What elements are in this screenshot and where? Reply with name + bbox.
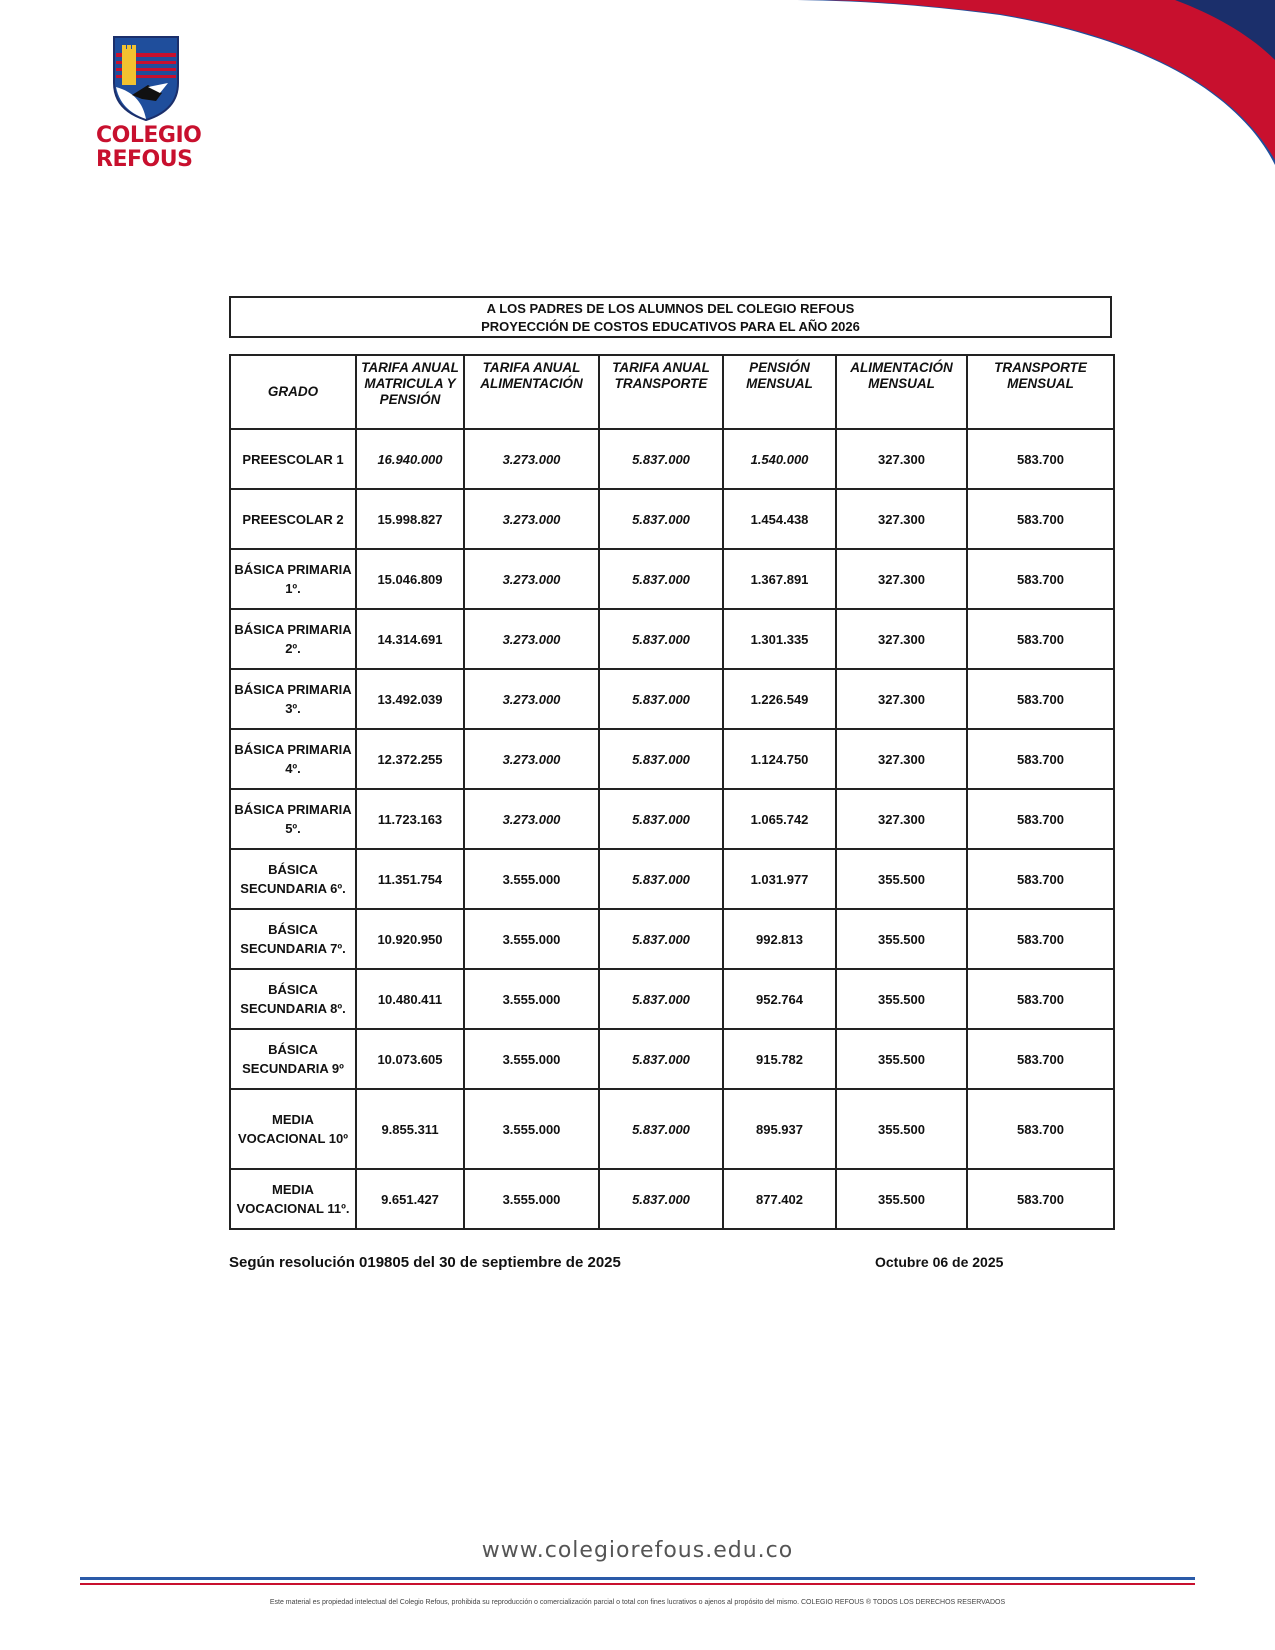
cell-grado: PREESCOLAR 1 bbox=[230, 429, 356, 489]
cell-pension: 915.782 bbox=[723, 1029, 836, 1089]
cell-alim-mensual: 327.300 bbox=[836, 489, 967, 549]
cell-matricula: 10.073.605 bbox=[356, 1029, 464, 1089]
cell-alim-mensual: 327.300 bbox=[836, 789, 967, 849]
table-header-row bbox=[230, 355, 1114, 429]
cell-transporte: 5.837.000 bbox=[599, 1169, 723, 1229]
cell-alim-mensual: 355.500 bbox=[836, 849, 967, 909]
cell-transp-mensual: 583.700 bbox=[967, 1029, 1114, 1089]
cell-alim-mensual: 355.500 bbox=[836, 1169, 967, 1229]
title-line-2: PROYECCIÓN DE COSTOS EDUCATIVOS PARA EL AÑO 2026 bbox=[481, 319, 860, 334]
cell-transporte: 5.837.000 bbox=[599, 849, 723, 909]
document-title-box bbox=[229, 296, 1112, 338]
table-row bbox=[230, 609, 1114, 669]
cell-matricula: 15.998.827 bbox=[356, 489, 464, 549]
cell-alimentacion: 3.273.000 bbox=[464, 609, 599, 669]
table-row bbox=[230, 669, 1114, 729]
cell-grado: BÁSICA SECUNDARIA 7º. bbox=[230, 909, 356, 969]
cell-transporte: 5.837.000 bbox=[599, 489, 723, 549]
cell-matricula: 10.920.950 bbox=[356, 909, 464, 969]
cell-alim-mensual: 355.500 bbox=[836, 1089, 967, 1169]
col-header-tarifa-alimentacion: TARIFA ANUAL ALIMENTACIÓN bbox=[464, 355, 599, 429]
cell-transporte: 5.837.000 bbox=[599, 909, 723, 969]
cell-transp-mensual: 583.700 bbox=[967, 849, 1114, 909]
document-date: Octubre 06 de 2025 bbox=[875, 1254, 1004, 1270]
cell-transp-mensual: 583.700 bbox=[967, 789, 1114, 849]
cell-alimentacion: 3.273.000 bbox=[464, 549, 599, 609]
cell-pension: 1.031.977 bbox=[723, 849, 836, 909]
cell-alimentacion: 3.273.000 bbox=[464, 669, 599, 729]
cell-alimentacion: 3.555.000 bbox=[464, 969, 599, 1029]
cell-transp-mensual: 583.700 bbox=[967, 1169, 1114, 1229]
cell-pension: 952.764 bbox=[723, 969, 836, 1029]
table-row bbox=[230, 789, 1114, 849]
cell-pension: 1.454.438 bbox=[723, 489, 836, 549]
cell-transp-mensual: 583.700 bbox=[967, 489, 1114, 549]
cell-matricula: 12.372.255 bbox=[356, 729, 464, 789]
cell-matricula: 9.651.427 bbox=[356, 1169, 464, 1229]
cell-grado: BÁSICA PRIMARIA 5º. bbox=[230, 789, 356, 849]
costs-table bbox=[229, 354, 1115, 1230]
cell-grado: BÁSICA PRIMARIA 2º. bbox=[230, 609, 356, 669]
cell-grado: BÁSICA PRIMARIA 4º. bbox=[230, 729, 356, 789]
cell-matricula: 14.314.691 bbox=[356, 609, 464, 669]
col-header-alimentacion-mensual: ALIMENTACIÓN MENSUAL bbox=[836, 355, 967, 429]
cell-transporte: 5.837.000 bbox=[599, 609, 723, 669]
cell-alimentacion: 3.555.000 bbox=[464, 909, 599, 969]
cell-transp-mensual: 583.700 bbox=[967, 729, 1114, 789]
cell-transporte: 5.837.000 bbox=[599, 1029, 723, 1089]
col-header-pension-mensual: PENSIÓN MENSUAL bbox=[723, 355, 836, 429]
cell-transporte: 5.837.000 bbox=[599, 729, 723, 789]
col-header-tarifa-matricula: TARIFA ANUAL MATRICULA Y PENSIÓN bbox=[356, 355, 464, 429]
cell-transp-mensual: 583.700 bbox=[967, 969, 1114, 1029]
cell-transporte: 5.837.000 bbox=[599, 1089, 723, 1169]
school-shield-icon bbox=[112, 35, 180, 121]
footer-divider-blue bbox=[80, 1577, 1195, 1580]
col-header-tarifa-transporte: TARIFA ANUAL TRANSPORTE bbox=[599, 355, 723, 429]
title-line-1: A LOS PADRES DE LOS ALUMNOS DEL COLEGIO REFOUS bbox=[486, 301, 855, 316]
cell-alimentacion: 3.555.000 bbox=[464, 1029, 599, 1089]
school-name-line2: REFOUS bbox=[96, 147, 193, 172]
footer-divider-red bbox=[80, 1583, 1195, 1585]
cell-grado: BÁSICA SECUNDARIA 6º. bbox=[230, 849, 356, 909]
cell-alimentacion: 3.273.000 bbox=[464, 789, 599, 849]
cell-pension: 1.124.750 bbox=[723, 729, 836, 789]
cell-alimentacion: 3.555.000 bbox=[464, 1089, 599, 1169]
cell-pension: 1.540.000 bbox=[723, 429, 836, 489]
col-header-transporte-mensual: TRANSPORTE MENSUAL bbox=[967, 355, 1114, 429]
cell-alimentacion: 3.273.000 bbox=[464, 489, 599, 549]
cell-alimentacion: 3.273.000 bbox=[464, 429, 599, 489]
cell-grado: BÁSICA SECUNDARIA 8º. bbox=[230, 969, 356, 1029]
cell-matricula: 13.492.039 bbox=[356, 669, 464, 729]
cell-alim-mensual: 327.300 bbox=[836, 669, 967, 729]
cell-pension: 1.367.891 bbox=[723, 549, 836, 609]
resolution-note: Según resolución 019805 del 30 de septiembre de 2025 bbox=[229, 1254, 621, 1271]
cell-matricula: 9.855.311 bbox=[356, 1089, 464, 1169]
table-row bbox=[230, 849, 1114, 909]
legal-notice: Este material es propiedad intelectual del Colegio Refous, prohibida su reproducción o comercialización parcial o total con fines lucrativos o ajenos al propósito del mismo. COLEGIO REFOUS ® TODOS LOS DERECHOS RESERVADOS bbox=[269, 1599, 1006, 1606]
school-name bbox=[96, 124, 216, 172]
cell-transporte: 5.837.000 bbox=[599, 549, 723, 609]
cell-pension: 1.226.549 bbox=[723, 669, 836, 729]
table-row bbox=[230, 1029, 1114, 1089]
cell-alimentacion: 3.273.000 bbox=[464, 729, 599, 789]
table-row bbox=[230, 909, 1114, 969]
cell-transp-mensual: 583.700 bbox=[967, 669, 1114, 729]
cell-pension: 1.065.742 bbox=[723, 789, 836, 849]
cell-grado: PREESCOLAR 2 bbox=[230, 489, 356, 549]
table-row bbox=[230, 489, 1114, 549]
cell-matricula: 11.351.754 bbox=[356, 849, 464, 909]
cell-transporte: 5.837.000 bbox=[599, 969, 723, 1029]
cell-transporte: 5.837.000 bbox=[599, 789, 723, 849]
website-link[interactable]: www.colegiorefous.edu.co bbox=[481, 1538, 794, 1563]
cell-matricula: 15.046.809 bbox=[356, 549, 464, 609]
cell-alim-mensual: 355.500 bbox=[836, 969, 967, 1029]
cell-transporte: 5.837.000 bbox=[599, 669, 723, 729]
cell-transp-mensual: 583.700 bbox=[967, 549, 1114, 609]
table-row bbox=[230, 1169, 1114, 1229]
cell-alim-mensual: 327.300 bbox=[836, 729, 967, 789]
cell-alim-mensual: 327.300 bbox=[836, 549, 967, 609]
cell-transp-mensual: 583.700 bbox=[967, 429, 1114, 489]
cell-pension: 877.402 bbox=[723, 1169, 836, 1229]
cell-alim-mensual: 327.300 bbox=[836, 429, 967, 489]
cell-grado: BÁSICA PRIMARIA 1º. bbox=[230, 549, 356, 609]
cell-matricula: 16.940.000 bbox=[356, 429, 464, 489]
school-name-line1: COLEGIO bbox=[96, 123, 202, 148]
cell-alim-mensual: 355.500 bbox=[836, 1029, 967, 1089]
cell-alim-mensual: 327.300 bbox=[836, 609, 967, 669]
cell-alimentacion: 3.555.000 bbox=[464, 849, 599, 909]
cell-grado: MEDIA VOCACIONAL 11º. bbox=[230, 1169, 356, 1229]
cell-transp-mensual: 583.700 bbox=[967, 609, 1114, 669]
cell-transp-mensual: 583.700 bbox=[967, 1089, 1114, 1169]
cell-alim-mensual: 355.500 bbox=[836, 909, 967, 969]
table-row bbox=[230, 729, 1114, 789]
cell-pension: 992.813 bbox=[723, 909, 836, 969]
cell-grado: BÁSICA SECUNDARIA 9º bbox=[230, 1029, 356, 1089]
cell-matricula: 11.723.163 bbox=[356, 789, 464, 849]
cell-transporte: 5.837.000 bbox=[599, 429, 723, 489]
table-row bbox=[230, 429, 1114, 489]
table-row bbox=[230, 969, 1114, 1029]
table-row bbox=[230, 1089, 1114, 1169]
cell-pension: 895.937 bbox=[723, 1089, 836, 1169]
cell-pension: 1.301.335 bbox=[723, 609, 836, 669]
cell-alimentacion: 3.555.000 bbox=[464, 1169, 599, 1229]
cell-grado: MEDIA VOCACIONAL 10º bbox=[230, 1089, 356, 1169]
cell-transp-mensual: 583.700 bbox=[967, 909, 1114, 969]
cell-matricula: 10.480.411 bbox=[356, 969, 464, 1029]
col-header-grado: GRADO bbox=[230, 355, 356, 429]
cell-grado: BÁSICA PRIMARIA 3º. bbox=[230, 669, 356, 729]
table-row bbox=[230, 549, 1114, 609]
